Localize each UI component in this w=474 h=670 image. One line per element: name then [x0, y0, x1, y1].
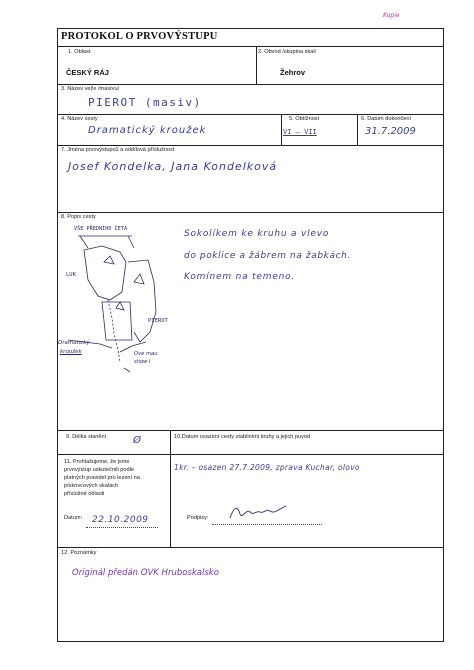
sketch-luk-label: LUK — [66, 272, 76, 278]
signature — [226, 502, 296, 524]
datum-value: 31.7.2009 — [365, 126, 416, 137]
divider — [57, 454, 443, 455]
obtiznost-label: 5. Obtížnost — [289, 116, 320, 122]
divider — [170, 430, 171, 547]
popis-line-2: do poklice a žábrem na žabkách. — [184, 251, 351, 261]
poznamky-value: Originál předán OVK Hruboskalsko — [72, 568, 219, 578]
popis-line-1: Sokolíkem ke kruhu a vlevo — [184, 229, 330, 239]
datum-podpis-label: Datum: — [64, 515, 83, 521]
poznamky-label: 12. Poznámky — [61, 550, 97, 556]
divider — [86, 527, 158, 528]
obvod-value: Žehrov — [280, 68, 306, 77]
datum-label: 6. Datum dokončení — [361, 116, 412, 122]
divider — [57, 46, 443, 47]
kopie-note: Kopie — [383, 12, 400, 19]
popis-line-3: Komínem na temeno. — [184, 272, 296, 282]
oblast-value: ČESKÝ RÁJ — [66, 68, 109, 77]
prohlaseni-line-3: platných pravidel pro lezení na — [64, 475, 140, 481]
divider — [57, 212, 443, 213]
sketch-route-label-2: kroužek — [60, 349, 82, 355]
divider — [57, 84, 443, 85]
divider — [256, 46, 257, 84]
signature-drawing — [226, 502, 296, 524]
cesta-label: 4. Název cesty — [61, 116, 98, 122]
obtiznost-value: VI – VII — [283, 128, 317, 136]
divider — [357, 114, 358, 145]
divider — [57, 114, 443, 115]
sketch-pierot-label: PIEROT — [148, 318, 168, 324]
delka-value: Ø — [133, 435, 141, 446]
route-sketch-drawing — [60, 222, 185, 387]
divider — [57, 430, 443, 431]
jmena-value: Josef Kondelka, Jana Kondelková — [68, 160, 278, 173]
delka-label: 9. Délka slanění — [66, 434, 107, 440]
podpisy-label: Podpisy: — [187, 515, 209, 521]
oblast-label: 1. Oblast — [68, 49, 91, 55]
sketch-top-label: VŠE PŘEDNÍHO ČETA — [74, 226, 128, 232]
jmena-label: 7. Jména prvovýstupců a oddílová příslušnost — [61, 147, 175, 153]
sketch-other-label-1: Ove mau — [134, 351, 158, 357]
datum-podpis-value: 22.10.2009 — [92, 515, 149, 525]
kruh-value: 1kr. – osazen 27.7.2009, zprava Kuchar, olovo — [174, 463, 360, 472]
sketch-other-label-2: show I — [134, 359, 151, 365]
divider — [57, 547, 443, 548]
route-sketch — [60, 222, 185, 387]
prohlaseni-line-5: příslušné oblasti — [64, 491, 105, 497]
prohlaseni-line-1: 11. Prohlašujeme, že jsme — [64, 459, 130, 465]
prohlaseni-line-4: pískovcových skalách — [64, 483, 119, 489]
vez-value: PIEROT (masiv) — [88, 96, 202, 109]
cesta-value: Dramatický kroužek — [88, 125, 207, 136]
sketch-route-label-1: Dramatický — [58, 340, 90, 346]
prohlaseni-line-2: prvovýstup uskutečnili podle — [64, 467, 134, 473]
divider — [281, 114, 282, 145]
form-title: PROTOKOL O PRVOVÝSTUPU — [61, 31, 218, 42]
vez-label: 3. Název veže /masívu/ — [61, 86, 120, 92]
popis-label: 8. Popis cesty — [61, 214, 96, 220]
divider — [212, 524, 322, 525]
obvod-label: 2. Obvod /skupina skal/ — [258, 49, 317, 55]
kruh-label: 10.Datum osazení cesty stabilními kruhy a jejich puvod — [174, 434, 311, 440]
divider — [57, 145, 443, 146]
